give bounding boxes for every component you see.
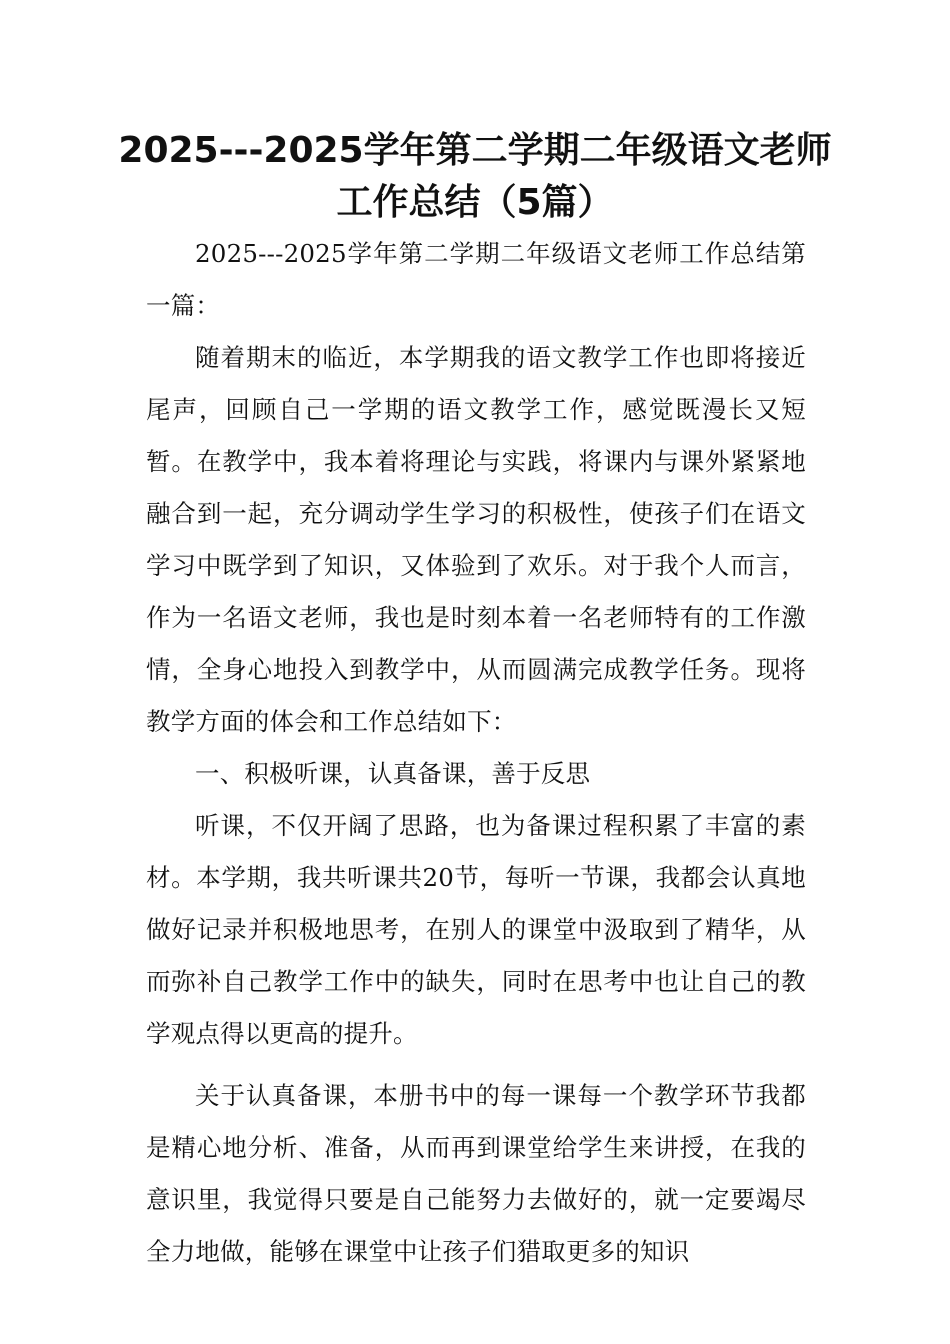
paragraph-listening-lessons: 听课，不仅开阔了思路，也为备课过程积累了丰富的素材。本学期，我共听课共20节，每听一节课，我都会认真地做好记录并积极地思考，在别人的课堂中汲取到了精华，从而弥补自己教学工作中的缺失，同时在思考中也让自己的教学观点得以更高的提升。 <box>146 811 806 1048</box>
document-body <box>146 228 806 1278</box>
document-title <box>110 125 840 229</box>
paragraph-introduction: 随着期末的临近，本学期我的语文教学工作也即将接近尾声，回顾自己一学期的语文教学工作，感觉既漫长又短暂。在教学中，我本着将理论与实践，将课内与课外紧紧地融合到一起，充分调动学生学习的积极性，使孩子们在语文学习中既学到了知识，又体验到了欢乐。对于我个人而言，作为一名语文老师，我也是时刻本着一名老师特有的工作激情，全身心地投入到教学中，从而圆满完成教学任务。现将教学方面的体会和工作总结如下： <box>146 343 806 736</box>
title-line-1: 2025---2025学年第二学期二年级语文老师 <box>118 130 832 171</box>
paragraph-lesson-preparation: 关于认真备课，本册书中的每一课每一个教学环节我都是精心地分析、准备，从而再到课堂给学生来讲授，在我的意识里，我觉得只要是自己能努力去做好的，就一定要竭尽全力地做，能够在课堂中让孩子们猎取更多的知识 <box>146 1081 806 1266</box>
title-line-2: 工作总结（5篇） <box>336 182 614 223</box>
paragraph-heading-first-article: 2025---2025学年第二学期二年级语文老师工作总结第一篇： <box>146 239 806 320</box>
section-heading-1: 一、积极听课，认真备课，善于反思 <box>195 759 591 788</box>
